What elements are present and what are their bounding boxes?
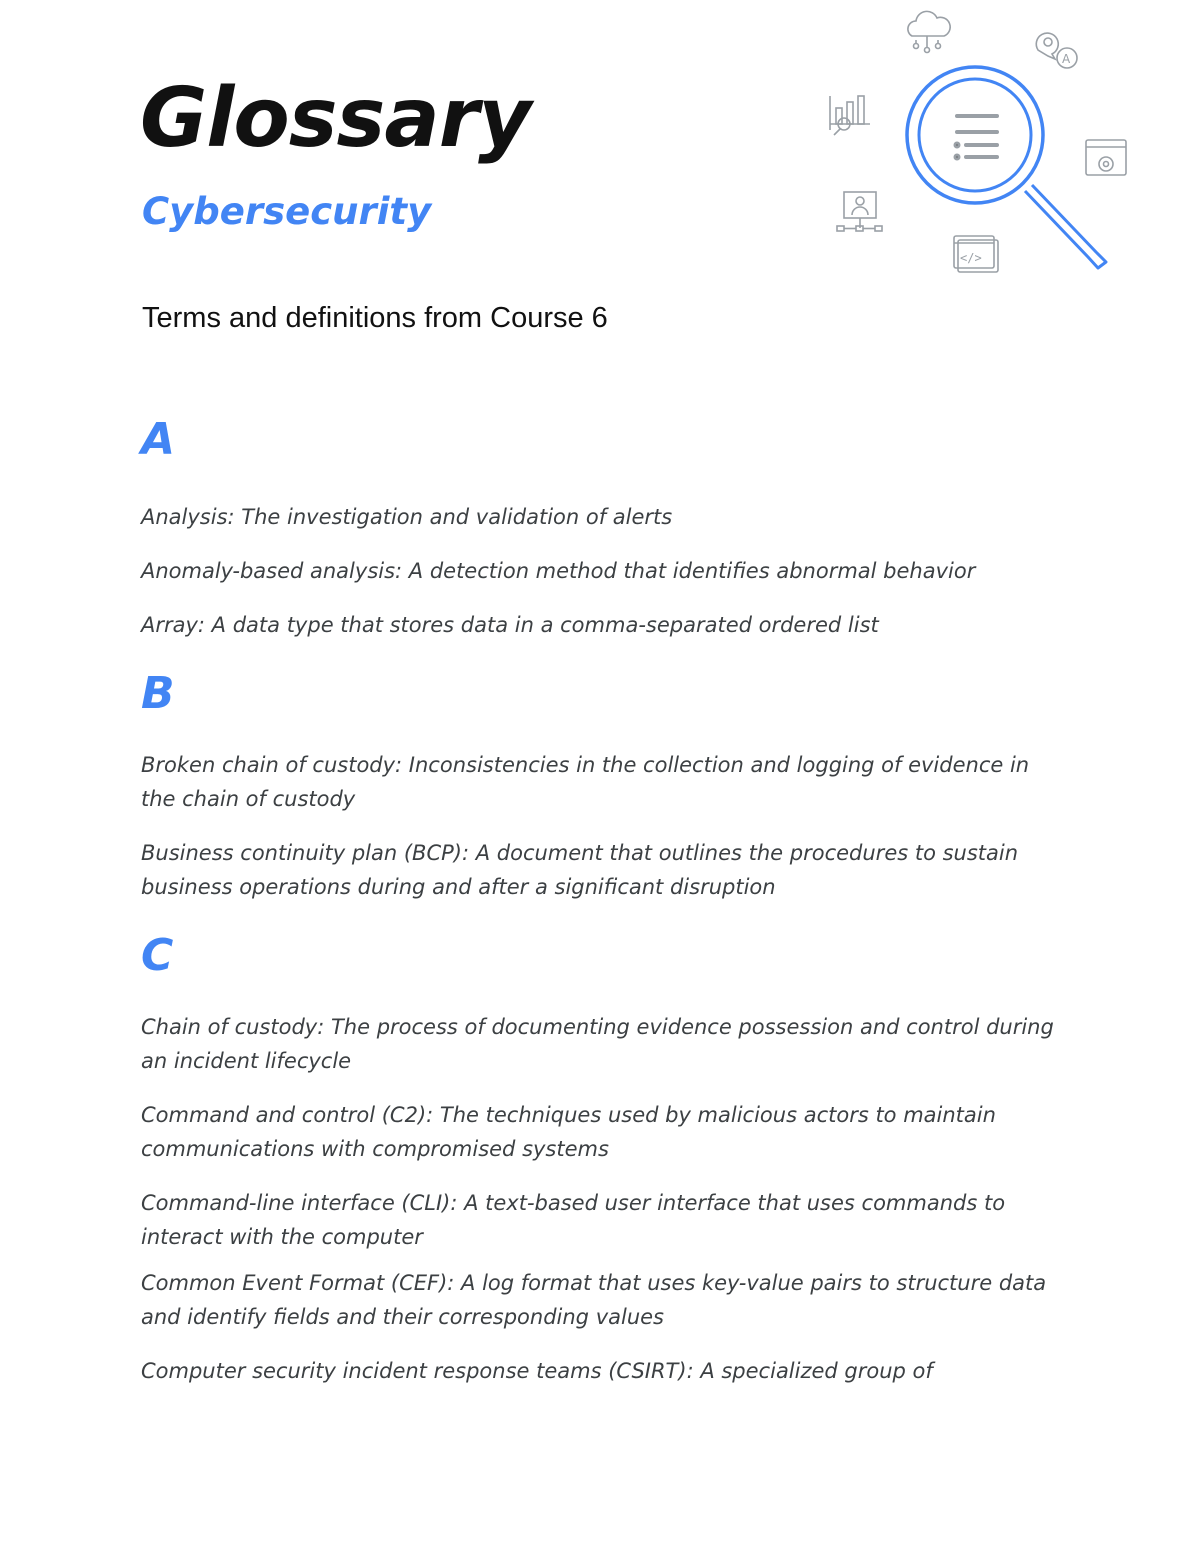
cloud-network-icon <box>908 11 950 52</box>
glossary-term: Anomaly-based analysis: A detection method that identifies abnormal behavior <box>141 559 976 583</box>
section-letter: A <box>141 414 176 465</box>
list-icon <box>956 116 998 159</box>
bar-chart-search-icon <box>830 96 870 135</box>
section-letter: B <box>141 668 175 719</box>
glossary-section-c <box>141 930 1061 1388</box>
glossary-term: Analysis: The investigation and validation of alerts <box>141 505 673 529</box>
glossary-term: Computer security incident response teams (CSIRT): A specialized group of <box>141 1359 933 1383</box>
intro-text: Terms and definitions from Course 6 <box>142 302 608 334</box>
page-subtitle: Cybersecurity <box>142 190 432 233</box>
glossary-section-b <box>141 668 1061 904</box>
svg-text:</>: </> <box>960 251 982 265</box>
glossary-term: Business continuity plan (BCP): A document that outlines the procedures to sustain business operations during and after a significant disruption <box>141 841 1019 899</box>
hero-illustration <box>800 0 1160 290</box>
section-letter: C <box>141 930 174 981</box>
svg-text:A: A <box>1062 52 1071 66</box>
glossary-term: Command-line interface (CLI): A text-based user interface that uses commands to interact with the computer <box>141 1191 1006 1249</box>
glossary-content <box>141 414 1061 1388</box>
glossary-term: Array: A data type that stores data in a comma-separated ordered list <box>141 613 879 637</box>
glossary-term: Chain of custody: The process of documenting evidence possession and control during an incident lifecycle <box>141 1015 1054 1073</box>
glossary-term: Broken chain of custody: Inconsistencies in the collection and logging of evidence in the chain of custody <box>141 753 1030 811</box>
glossary-term: Command and control (C2): The techniques used by malicious actors to maintain communications with compromised systems <box>141 1103 996 1161</box>
glossary-term: Common Event Format (CEF): A log format that uses key-value pairs to structure data and identify fields and their corresponding values <box>141 1271 1047 1329</box>
page-title: Glossary <box>140 71 531 166</box>
glossary-section-a <box>141 414 1061 642</box>
settings-window-icon <box>1086 140 1126 175</box>
code-window-icon <box>954 236 998 272</box>
chat-search-icon <box>1036 33 1077 68</box>
user-network-icon <box>837 192 882 231</box>
magnifier-icon <box>907 67 1106 268</box>
